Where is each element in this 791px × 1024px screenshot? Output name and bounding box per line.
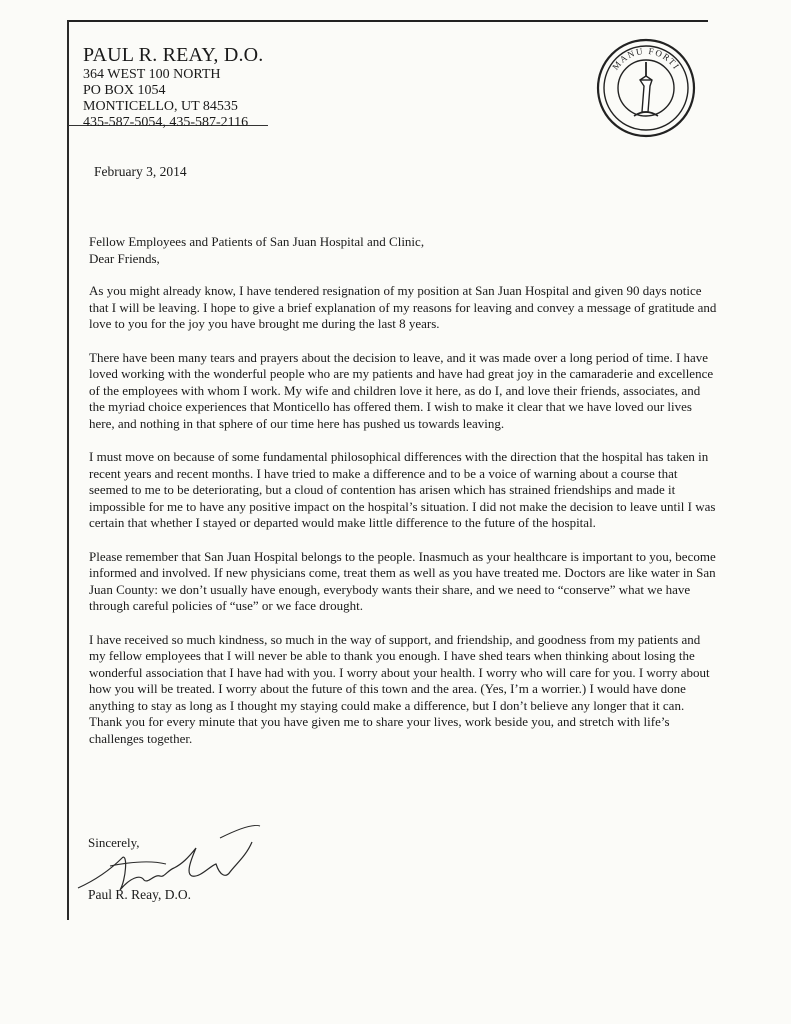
letterhead-phones: 435-587-5054, 435-587-2116	[83, 115, 249, 130]
letterhead	[83, 43, 264, 131]
paragraph-3: I must move on because of some fundamental philosophical differences with the direction that the hospital has taken in recent years and recent months. I have tried to make a difference and to be a voice of warning about a course that seemed to me to be deteriorating, but a cloud of contention has arisen which has strained friendships and made it impossible for me to have any positive impact on the hospital’s situation. I did not make the decision to leave until I was certain that whether I stayed or departed would make little difference to the future of the hospital.	[89, 449, 716, 530]
letter-date: February 3, 2014	[94, 164, 187, 179]
paragraph-2: There have been many tears and prayers about the decision to leave, and it was made over a long period of time. I have loved working with the wonderful people who are my patients and have had great joy in the camaraderie and excellence of the employees with whom I work. My wife and children love it here, as do I, and love their friends, associates, and the myriad choice experiences that Monticello has offered them. I wish to make it clear that we have loved our lives here, and nothing in that sphere of our time here has pushed us towards leaving.	[89, 349, 714, 431]
letterhead-address-1: 364 WEST 100 NORTH	[83, 67, 221, 82]
letterhead-address-3: MONTICELLO, UT 84535	[83, 99, 238, 114]
letterhead-address-2: PO BOX 1054	[83, 83, 166, 98]
paragraph-5: I have received so much kindness, so much in the way of support, and friendship, and goodness from my patients and my fellow employees that I will never be able to thank you enough. I have shed tears when thinking about losing the wonderful association that I have had with you. I worry about your health. I worry who will care for you. I worry about how you will be treated. I worry about the future of this town and the area. (Yes, I’m a worrier.) I would have done anything to stay as long as I thought my staying could make a difference, but I don’t believe any longer that it can. Thank you for every minute that you have given me to share your lives, work beside you, and stretch with life’s challenges together.	[89, 631, 710, 746]
salutation-line-1: Fellow Employees and Patients of San Juan Hospital and Clinic,	[89, 234, 425, 249]
crest-motto: MANU FORTI	[610, 45, 682, 72]
closing: Sincerely,	[88, 835, 140, 850]
letterhead-name: PAUL R. REAY, D.O.	[83, 44, 264, 66]
clan-crest-icon	[594, 36, 698, 140]
signer-name: Paul R. Reay, D.O.	[88, 887, 191, 902]
paragraph-4: Please remember that San Juan Hospital belongs to the people. Inasmuch as your healthcare is important to you, become informed and involved. If new physicians come, treat them as well as you have treated me. Doctors are like water in San Juan County: we don’t usually have enough, everybody wants their share, and we need to “conserve” what we have through careful policies of “use” or we face drought.	[89, 548, 716, 613]
left-border-rule	[67, 20, 69, 920]
letter-body	[89, 234, 717, 764]
salutation-line-2: Dear Friends,	[89, 250, 160, 266]
paragraph-1: As you might already know, I have tendered resignation of my position at San Juan Hospital and given 90 days notice that I will be leaving. I hope to give a brief explanation of my reasons for leaving and convey a message of gratitude and love to you for the joy you have brought me during the last 8 years.	[89, 283, 717, 331]
salutation	[89, 234, 717, 267]
top-border-rule	[68, 20, 708, 22]
